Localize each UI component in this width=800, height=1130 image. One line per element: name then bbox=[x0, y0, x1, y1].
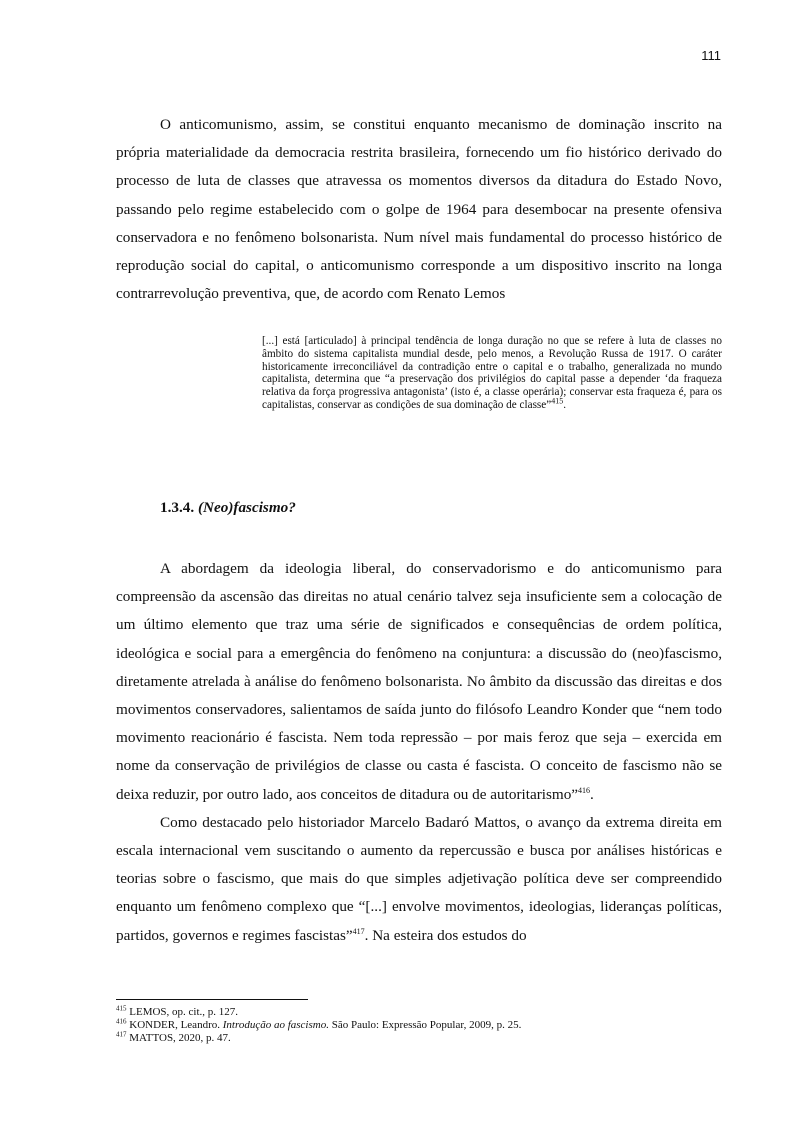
footnote-book-title: Introdução ao fascismo. bbox=[222, 1019, 329, 1031]
footnote-text: LEMOS, op. cit., p. 127. bbox=[129, 1006, 239, 1018]
paragraph-mattos-text: Como destacado pelo historiador Marcelo Badaró Mattos, o avanço da extrema direita em escala internacional vem suscitando o aumento da repercussão e busca por análises históricas e teorias sobre o fascismo, que mais do que simples adjetivação política deve ser compreendido enquanto um fenômeno complexo que “[...] envolve movimentos, ideologias, lideranças políticas, partidos, governos e regimes fascistas” bbox=[116, 813, 722, 944]
section-number: 1.3.4. bbox=[160, 499, 195, 516]
paragraph-abordagem-text: A abordagem da ideologia liberal, do conservadorismo e do anticomunismo para compreensão da ascensão das direitas no atual cenário talvez seja insuficiente sem a colocação de um último elemento que traz uma série de significados e consequências de ordem política, ideológica e social para a emergência do fenômeno na conjuntura: a discussão do (neo)fascismo, diretamente atrelada à análise do fenômeno bolsonarista. No âmbito da discussão das direitas e dos movimentos conservadores, salientamos de saída junto do filósofo Leandro Konder que “nem todo movimento reacionário é fascista. Nem toda repressão – por mais feroz que seja – exercida em nome da conservação de privilégios de classe ou casta é fascista. O conceito de fascismo não se deixa reduzir, por outro lado, aos conceitos de ditadura ou de autoritarismo” bbox=[116, 560, 722, 803]
footnote-text: KONDER, Leandro. bbox=[129, 1019, 223, 1031]
footnotes-list bbox=[116, 1006, 722, 1045]
block-quote-end: . bbox=[563, 398, 567, 411]
section-heading bbox=[160, 499, 296, 517]
footnote-text-after: São Paulo: Expressão Popular, 2009, p. 25. bbox=[328, 1019, 522, 1031]
footnote-text: MATTOS, 2020, p. 47. bbox=[129, 1032, 231, 1044]
footnote-number: 417 bbox=[116, 1030, 127, 1039]
paragraph-abordagem-end: . bbox=[590, 785, 594, 803]
footnote-separator bbox=[116, 999, 308, 1000]
section-body bbox=[116, 555, 722, 950]
block-quote-text: [...] está [articulado] à principal tendência de longa duração no que se refere à luta de classes no âmbito do sistema capitalista mundial desde, pelo menos, a Revolução Russa de 1917. O caráter historicamente irreconciliável da contradição entre o capital e o trabalho, generalizada no mundo capitalista, determina que “a preservação dos privilégios do capital passe a depender ‘da fraqueza relativa da força progressiva antagonista’ (isto é, a classe operária); conservar esta fraqueza é, para os capitalistas, conservar as condições de sua dominação de classe” bbox=[262, 335, 722, 411]
footnote-416 bbox=[116, 1019, 722, 1032]
paragraph-mattos bbox=[116, 809, 722, 950]
paragraph-abordagem bbox=[116, 555, 722, 809]
footnote-ref-417[interactable]: 417 bbox=[352, 926, 365, 936]
section-title: (Neo)fascismo? bbox=[197, 499, 296, 516]
footnote-ref-415[interactable]: 415 bbox=[551, 396, 564, 406]
page-number: 111 bbox=[701, 48, 721, 63]
block-quote-lemos bbox=[262, 335, 722, 412]
footnote-417 bbox=[116, 1032, 722, 1045]
footnote-number: 415 bbox=[116, 1004, 127, 1013]
paragraph-mattos-continuation: . Na esteira dos estudos do bbox=[364, 926, 527, 944]
footnote-ref-416[interactable]: 416 bbox=[578, 785, 591, 795]
paragraph-anticomunismo: O anticomunismo, assim, se constitui enquanto mecanismo de dominação inscrito na própria materialidade da democracia restrita brasileira, fornecendo um fio histórico derivado do processo de luta de classes que atravessa os momentos diversos da ditadura do Estado Novo, passando pelo regime estabelecido com o golpe de 1964 para desembocar na presente ofensiva conservadora e no fenômeno bolsonarista. Num nível mais fundamental do processo histórico de reprodução social do capital, o anticomunismo corresponde a um dispositivo inscrito na longa contrarrevolução preventiva, que, de acordo com Renato Lemos bbox=[116, 116, 722, 303]
footnote-415 bbox=[116, 1006, 722, 1019]
footnote-number: 416 bbox=[116, 1017, 127, 1026]
